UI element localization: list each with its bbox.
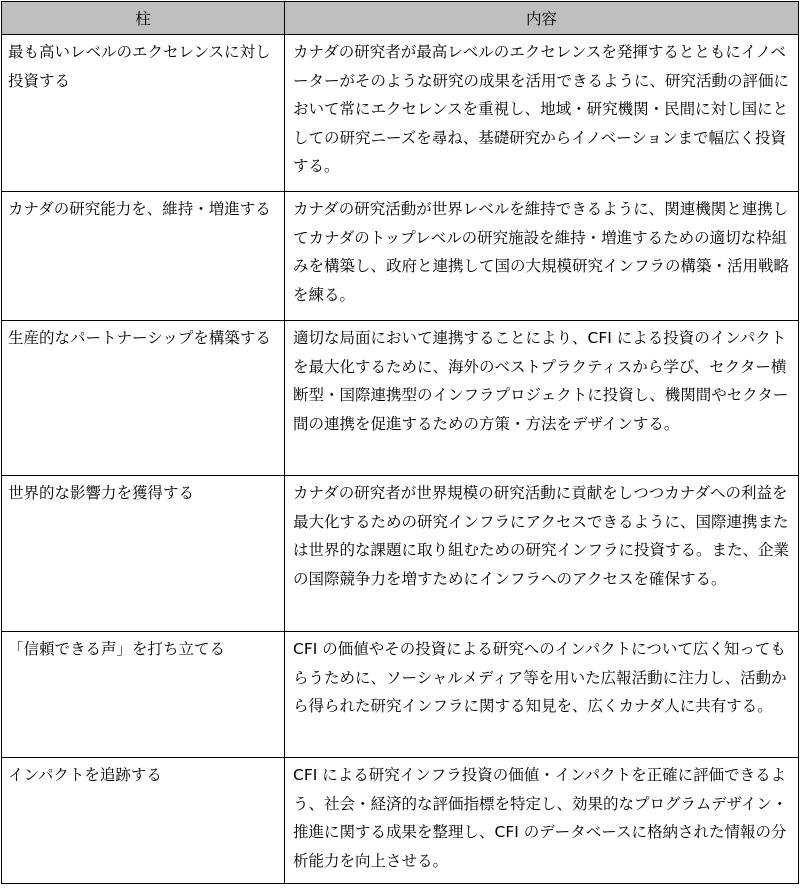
- table-row: [2, 192, 799, 321]
- header-content: 内容: [285, 2, 799, 35]
- pillar-cell: 生産的なパートナーシップを構築する: [2, 321, 285, 476]
- pillar-content-table: [1, 1, 799, 884]
- content-cell: カナダの研究者が最高レベルのエクセレンスを発揮するとともにイノベーターがそのような研究の成果を活用できるように、研究活動の評価において常にエクセレンスを重視し、地域・研究機関・民間に対し国にとしての研究ニーズを尋ね、基礎研究からイノベーションまで幅広く投資する。: [285, 35, 799, 192]
- pillar-cell: 最も高いレベルのエクセレンスに対し投資する: [2, 35, 285, 192]
- table-row: [2, 632, 799, 758]
- content-cell: CFI による研究インフラ投資の価値・インパクトを正確に評価できるよう、社会・経済的な評価指標を特定し、効果的なプログラムデザイン・推進に関する成果を整理し、CFI のデータベースに格納された情報の分析能力を向上させる。: [285, 758, 799, 884]
- content-cell: カナダの研究者が世界規模の研究活動に貢献をしつつカナダへの利益を最大化するための研究インフラにアクセスできるように、国際連携または世界的な課題に取り組むための研究インフラに投資する。また、企業の国際競争力を増すためにインフラへのアクセスを確保する。: [285, 476, 799, 632]
- pillar-cell: 「信頼できる声」を打ち立てる: [2, 632, 285, 758]
- pillar-cell: 世界的な影響力を獲得する: [2, 476, 285, 632]
- pillar-cell: カナダの研究能力を、維持・増進する: [2, 192, 285, 321]
- content-cell: 適切な局面において連携することにより、CFI による投資のインパクトを最大化するために、海外のベストプラクティスから学び、セクター横断型・国際連携型のインフラプロジェクトに投資し、機関間やセクター間の連携を促進するための方策・方法をデザインする。: [285, 321, 799, 476]
- pillar-cell: インパクトを追跡する: [2, 758, 285, 884]
- table-row: [2, 35, 799, 192]
- table-row: [2, 476, 799, 632]
- header-pillar: 柱: [2, 2, 285, 35]
- content-cell: カナダの研究活動が世界レベルを維持できるように、関連機関と連携してカナダのトップレベルの研究施設を維持・増進するための適切な枠組みを構築し、政府と連携して国の大規模研究インフラの構築・活用戦略を練る。: [285, 192, 799, 321]
- table-header-row: [2, 2, 799, 35]
- table-row: [2, 321, 799, 476]
- content-cell: CFI の価値やその投資による研究へのインパクトについて広く知ってもらうために、ソーシャルメディア等を用いた広報活動に注力し、活動から得られた研究インフラに関する知見を、広くカナダ人に共有する。: [285, 632, 799, 758]
- table-row: [2, 758, 799, 884]
